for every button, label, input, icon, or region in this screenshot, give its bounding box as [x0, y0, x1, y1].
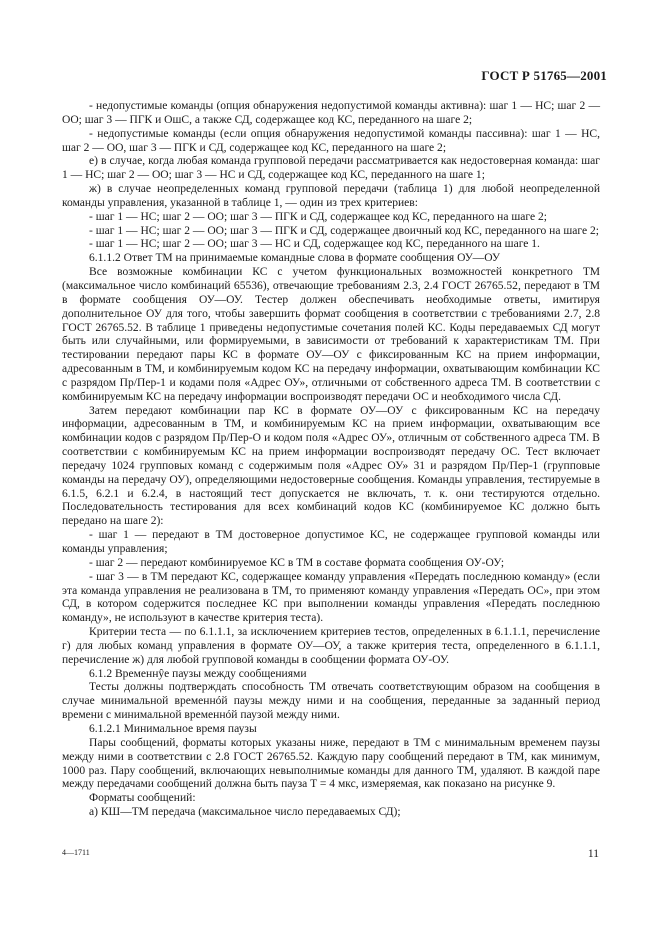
section-heading: 6.1.2 Временнŷе паузы между сообщениями [89, 667, 307, 680]
paragraph: Тесты должны подтверждать способность ТМ отвечать соответствующим образом на сообщения в случае минимальной временнóй паузы между ними и на сообщения, переданные за заданный период времени с минимальной временнóй паузой между ними. [62, 681, 600, 722]
paragraph: - шаг 3 — в ТМ передают КС, содержащее команду управления «Передать последнюю команду» (если эта команда управления не реализована в ТМ, то применяют команду управления «Передать ОС», при этом СД, в котором содержится последнее КС при выполнении команды управления «Передать последнюю команду», не используют в качестве критерия теста). [62, 570, 600, 625]
paragraph: Критерии теста — по 6.1.1.1, за исключением критериев тестов, определенных в 6.1.1.1, перечисление г) для любых команд управления в формате ОУ—ОУ, а также критерия теста, определенного в 6.1.1.1, перечисление ж) для любой групповой команды в сообщении формата ОУ-ОУ. [62, 626, 600, 666]
paragraph: Форматы сообщений: [89, 792, 196, 805]
paragraph: - шаг 1 — передают в ТМ достоверное допустимое КС, не содержащее групповой команды или команды управления; [62, 529, 600, 555]
paragraph: - шаг 1 — НС; шаг 2 — ОО; шаг 3 — НС и СД, содержащее код КС, переданного на шаге 1. [89, 238, 540, 251]
paragraph: - шаг 1 — НС; шаг 2 — ОО; шаг 3 — ПГК и СД, содержащее код КС, переданного на шаге 2; [89, 210, 547, 223]
paragraph: - недопустимые команды (опция обнаружения недопустимой команды активна): шаг 1 — НС; шаг 2 — ОО; шаг 3 — ПГК и ОшС, а также СД, содержащее код КС, переданного на шаге 2; [62, 100, 600, 126]
paragraph: - недопустимые команды (если опция обнаружения недопустимой команды пассивна): шаг 1 — НС, шаг 2 — ОО, шаг 3 — ПГК и СД, содержащее код КС, переданного на шаге 2; [62, 127, 600, 154]
section-heading: 6.1.2.1 Минимальное время паузы [89, 722, 257, 735]
paragraph: е) в случае, когда любая команда групповой передачи рассматривается как недостоверная команда: шаг 1 — НС; шаг 2 — ОО; шаг 3 — НС и СД, содержащее код КС, переданного на шаге 1; [62, 155, 600, 182]
paragraph: Все возможные комбинации КС с учетом функциональных возможностей конкретного ТМ (максимальное число комбинаций 65536), отвечающие требованиям 2.3, 2.4 ГОСТ 26765.52, передают в ТМ в формате сообщения ОУ—ОУ. Тестер должен обеспечивать необходимые ответы, имитируя дополнительное ОУ для того, чтобы завершить формат сообщения в соответствии с требованиями 2.7, 2.8 ГОСТ 26765.52. В таблице 1 приведены недопустимые сочетания полей КС. Коды передаваемых СД могут быть или случайными, или формируемыми, в зависимости от требований к характеристикам ТМ. При тестировании передают пары КС в формате ОУ—ОУ с фиксированным КС на прием информации, адресованным в ТМ, и комбинируемым кодом КС на передачу информации, охватывающим комбинации КС с разрядом Пр/Пер-1 и кодами поля «Адрес ОУ», отличными от собственного адреса ТМ. В соответствии с комбинируемым КС на передачу информации воспроизводят передачи ОС и необходимого числа СД. [62, 266, 600, 403]
paragraph: ж) в случае неопределенных команд групповой передачи (таблица 1) для любой неопределенной команды управления, указанной в таблице 1, — один из трех критериев: [62, 183, 600, 209]
paragraph: - шаг 1 — НС; шаг 2 — ОО; шаг 3 — ПГК и СД, содержащее двоичный код КС, переданного на шаге 2; [89, 224, 599, 237]
standard-designation: ГОСТ Р 51765—2001 [481, 68, 607, 83]
section-heading: 6.1.1.2 Ответ ТМ на принимаемые командные слова в формате сообщения ОУ—ОУ [89, 252, 501, 265]
paragraph: Пары сообщений, форматы которых указаны ниже, передают в ТМ с минимальным временем паузы между ними в соответствии с 2.8 ГОСТ 26765.52. Каждую пару сообщений передают в ТМ, как минимум, 1000 раз. Пару сообщений, включающих невыполнимые команды для данного ТМ, удаляют. В каждой паре между передачами сообщений должна быть пауза T = 4 мкс, измеряемая, как показано на рисунке 9. [62, 736, 600, 791]
page-number: 11 [587, 848, 599, 860]
paragraph: - шаг 2 — передают комбинируемое КС в ТМ в составе формата сообщения ОУ-ОУ; [89, 556, 505, 569]
print-code: 4—1711 [62, 848, 90, 857]
paragraph: а) КШ—ТМ передача (максимальное число передаваемых СД); [89, 806, 401, 819]
document-body [62, 100, 600, 820]
paragraph: Затем передают комбинации пар КС в формате ОУ—ОУ с фиксированным КС на передачу информации, адресованным в ТМ, и комбинируемым КС на прием информации, охватывающим все комбинации кодов с разрядом Пр/Пер-О и кодом поля «Адрес ОУ», отличным от собственного адреса ТМ. В соответствии с комбинируемым КС на прием информации воспроизводят передачу ОС. Тест включает передачу 1024 групповых команд с содержимым поля «Адрес ОУ» 31 и разрядом Пр/Пер-1 (групповые команды на передачу ОУ), определяющими недостоверные сообщения. Команды управления, тестируемые в 6.1.5, 6.2.1 и 6.2.4, в настоящий тест допускается не включать, т. к. они тестируются отдельно. Последовательность тестирования для всех комбинаций кодов КС (комбинируемое КС должно быть передано на шаге 2): [62, 404, 600, 528]
